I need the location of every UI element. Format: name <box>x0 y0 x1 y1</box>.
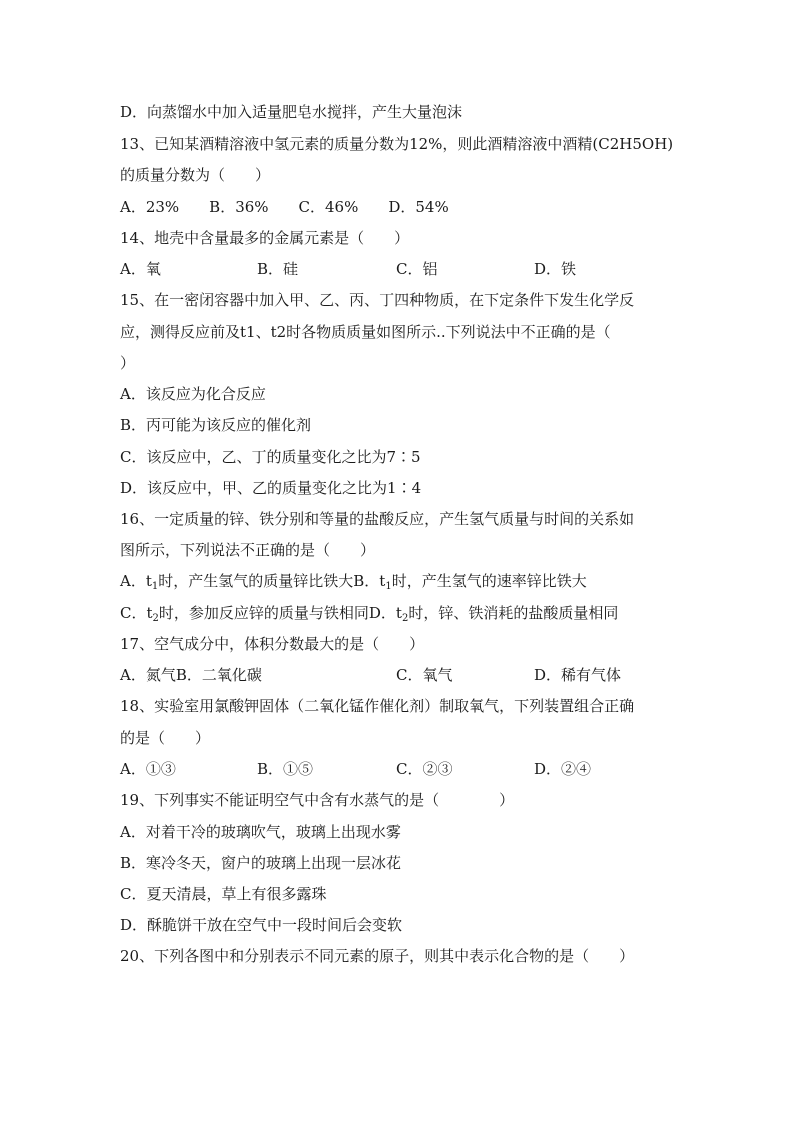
q16-option-a-rest: 时，产生氢气的质量锌比铁大B．t <box>158 572 386 590</box>
q16-options-cd <box>120 603 618 623</box>
subscript: 2 <box>152 613 159 624</box>
q15-option-c: C．该反应中，乙、丁的质量变化之比为7∶5 <box>120 448 421 466</box>
subscript: 1 <box>151 581 159 592</box>
subscript: 2 <box>401 613 409 624</box>
q19-option-b: B．寒冷冬天，窗户的玻璃上出现一层冰花 <box>120 854 402 872</box>
q19-stem: 19、下列事实不能证明空气中含有水蒸气的是（ ） <box>120 791 515 809</box>
subscript: 1 <box>385 581 392 592</box>
q18-option-d: D．②④ <box>534 760 592 778</box>
q13-options: A．23% B．36% C．46% D．54% <box>120 198 449 216</box>
q18-stem-line2: 的是（ ） <box>120 729 211 747</box>
q13-stem-line1: 13、已知某酒精溶液中氢元素的质量分数为12%，则此酒精溶液中酒精(C2H5OH) <box>120 135 674 153</box>
q16-option-c-prefix: C．t <box>120 604 153 622</box>
q17-option-c: C．氧气 <box>396 666 453 684</box>
q16-option-c-rest: 时，参加反应锌的质量与铁相同D．t <box>158 604 402 622</box>
q19-option-d: D．酥脆饼干放在空气中一段时间后会变软 <box>120 916 403 934</box>
q15-option-b: B．丙可能为该反应的催化剂 <box>120 416 312 434</box>
q16-stem-line2: 图所示，下列说法不正确的是（ ） <box>120 541 376 559</box>
q16-option-a-prefix: A．t <box>120 572 152 590</box>
q14-option-a: A．氧 <box>120 260 161 278</box>
q17-option-d: D．稀有气体 <box>534 666 622 684</box>
q16-option-d-rest: 时，锌、铁消耗的盐酸质量相同 <box>408 604 619 622</box>
q17-stem: 17、空气成分中，体积分数最大的是（ ） <box>120 635 425 653</box>
q18-stem-line1: 18、实验室用氯酸钾固体（二氧化锰作催化剂）制取氧气，下列装置组合正确 <box>120 697 635 715</box>
q16-option-b-rest: 时，产生氢气的速率锌比铁大 <box>391 572 587 590</box>
q12-option-d: D．向蒸馏水中加入适量肥皂水搅拌，产生大量泡沫 <box>120 103 463 121</box>
q18-option-b: B．①⑤ <box>257 760 314 778</box>
q15-stem-line3: ） <box>120 354 136 372</box>
q19-option-a: A．对着干冷的玻璃吹气，玻璃上出现水雾 <box>120 823 401 841</box>
q18-option-c: C．②③ <box>396 760 453 778</box>
q18-option-a: A．①③ <box>120 760 176 778</box>
q20-stem: 20、下列各图中和分别表示不同元素的原子，则其中表示化合物的是（ ） <box>120 947 635 965</box>
q14-option-b: B．硅 <box>257 260 299 278</box>
q14-option-c: C．铝 <box>396 260 438 278</box>
q14-option-d: D．铁 <box>534 260 577 278</box>
q15-stem-line1: 15、在一密闭容器中加入甲、乙、丙、丁四种物质，在下定条件下发生化学反 <box>120 291 635 309</box>
q13-stem-line2: 的质量分数为（ ） <box>120 166 271 184</box>
q14-stem: 14、地壳中含量最多的金属元素是（ ） <box>120 229 410 247</box>
q15-stem-line2: 应，测得反应前及t1、t2时各物质质量如图所示..下列说法中不正确的是（ <box>120 323 611 341</box>
q15-option-d: D．该反应中，甲、乙的质量变化之比为1∶4 <box>120 479 422 497</box>
q17-option-ab: A．氮气B．二氧化碳 <box>120 666 262 684</box>
q15-option-a: A．该反应为化合反应 <box>120 385 266 403</box>
q16-stem-line1: 16、一定质量的锌、铁分别和等量的盐酸反应，产生氢气质量与时间的关系如 <box>120 510 635 528</box>
q16-options-ab <box>120 571 587 591</box>
q19-option-c: C．夏天清晨，草上有很多露珠 <box>120 885 327 903</box>
